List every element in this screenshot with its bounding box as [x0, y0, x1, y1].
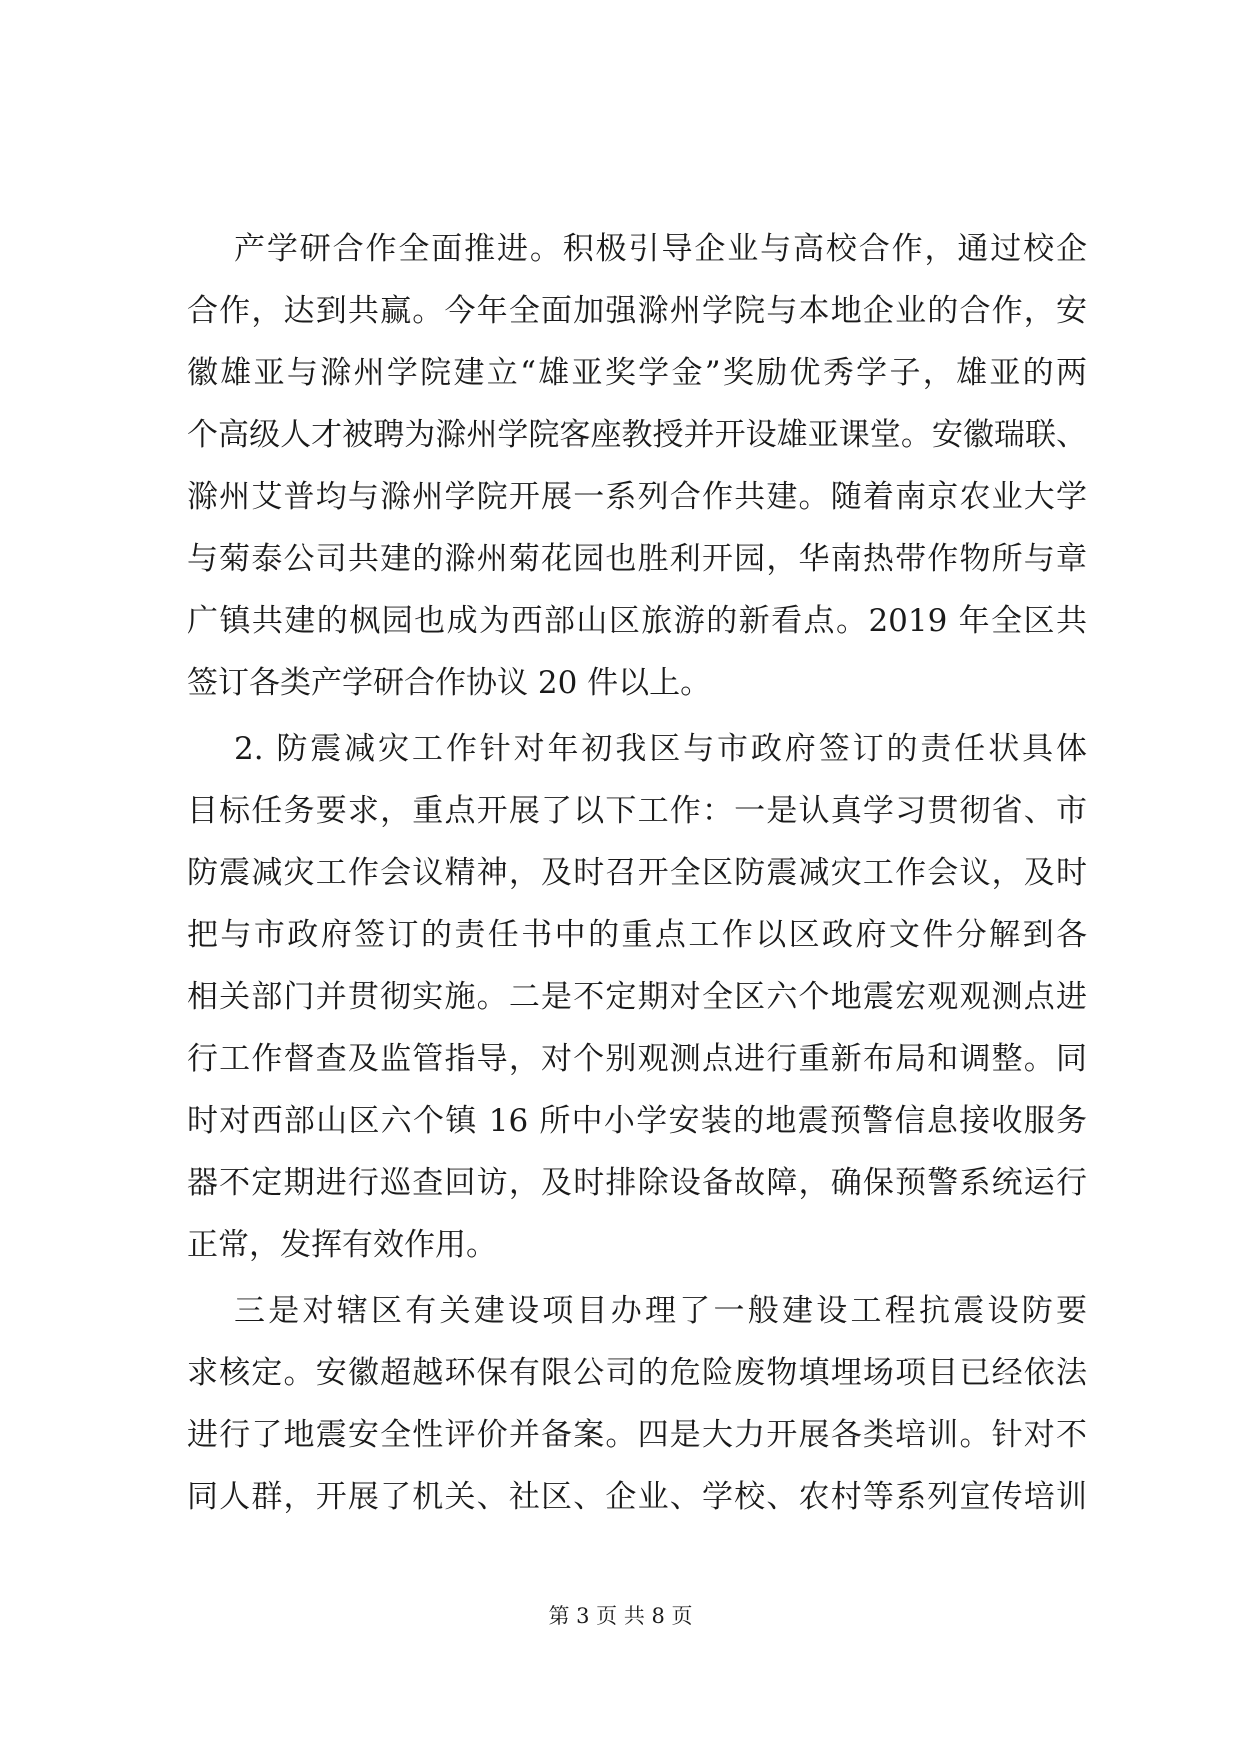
- paragraph-line: 同人群，开展了机关、社区、企业、学校、农村等系列宣传培训: [187, 1479, 1087, 1515]
- paragraph-line: 产学研合作全面推进。积极引导企业与高校合作，通过校企: [234, 231, 1087, 267]
- paragraph-line: 滁州艾普均与滁州学院开展一系列合作共建。随着南京农业大学: [187, 479, 1087, 515]
- paragraph-line: 与菊泰公司共建的滁州菊花园也胜利开园，华南热带作物所与章: [187, 541, 1087, 577]
- paragraph-line: 防震减灾工作会议精神，及时召开全区防震减灾工作会议，及时: [187, 855, 1087, 891]
- paragraph-line: 徽雄亚与滁州学院建立“雄亚奖学金”奖励优秀学子，雄亚的两: [187, 355, 1087, 391]
- paragraph-line: 求核定。安徽超越环保有限公司的危险废物填埋场项目已经依法: [187, 1355, 1087, 1391]
- paragraph-line: 个高级人才被聘为滁州学院客座教授并开设雄亚课堂。安徽瑞联、: [187, 417, 1087, 453]
- paragraph-line: 时对西部山区六个镇 16 所中小学安装的地震预警信息接收服务: [187, 1103, 1087, 1139]
- paragraph-line: 正常，发挥有效作用。: [187, 1227, 497, 1263]
- page-number-footer: 第 3 页 共 8 页: [548, 1604, 693, 1628]
- paragraph-line: 相关部门并贯彻实施。二是不定期对全区六个地震宏观观测点进: [187, 979, 1087, 1015]
- paragraph-review: [187, 1280, 1087, 1528]
- paragraph-line: 行工作督查及监管指导，对个别观测点进行重新布局和调整。同: [187, 1041, 1087, 1077]
- paragraph-line: 器不定期进行巡查回访，及时排除设备故障，确保预警系统运行: [187, 1165, 1087, 1201]
- paragraph-line: 目标任务要求，重点开展了以下工作：一是认真学习贯彻省、市: [187, 793, 1087, 829]
- paragraph-line: 三是对辖区有关建设项目办理了一般建设工程抗震设防要: [234, 1293, 1087, 1329]
- paragraph-line: 进行了地震安全性评价并备案。四是大力开展各类培训。针对不: [187, 1417, 1087, 1453]
- paragraph-line: 把与市政府签订的责任书中的重点工作以区政府文件分解到各: [187, 917, 1087, 953]
- paragraph-cooperation: [187, 218, 1087, 714]
- paragraph-line: 签订各类产学研合作协议 20 件以上。: [187, 665, 712, 701]
- document-body: [187, 218, 1087, 1528]
- paragraph-earthquake: [187, 718, 1087, 1276]
- paragraph-line: 广镇共建的枫园也成为西部山区旅游的新看点。2019 年全区共: [187, 603, 1087, 639]
- paragraph-line: 合作，达到共赢。今年全面加强滁州学院与本地企业的合作，安: [187, 293, 1087, 329]
- paragraph-line: 2. 防震减灾工作针对年初我区与市政府签订的责任状具体: [234, 731, 1087, 767]
